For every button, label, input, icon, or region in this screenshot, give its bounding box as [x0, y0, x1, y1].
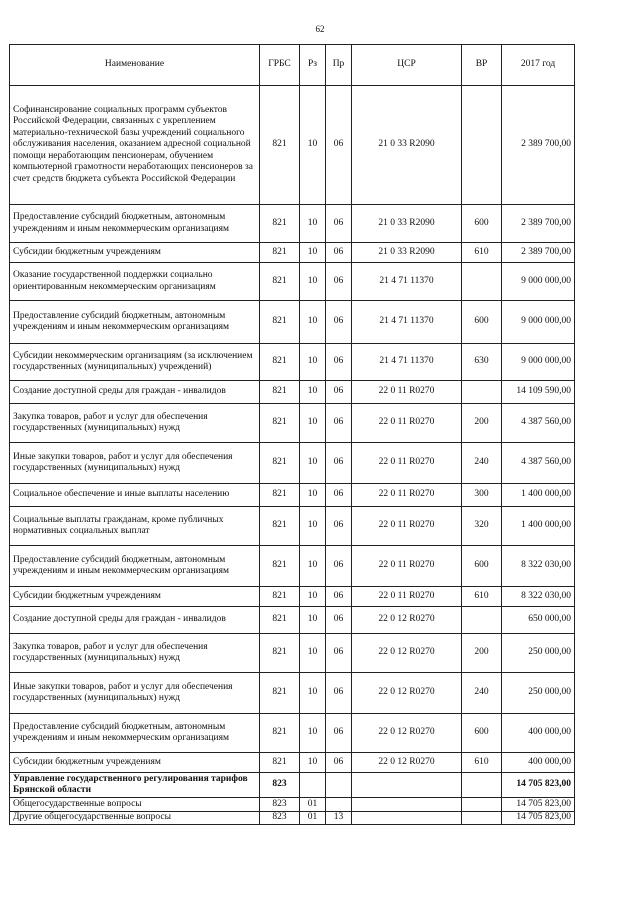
- cell-rz: 10: [300, 263, 326, 301]
- cell-rz: 01: [300, 798, 326, 812]
- cell-vr: 610: [462, 587, 502, 607]
- cell-rz: 10: [300, 587, 326, 607]
- cell-amount: 8 322 030,00: [502, 546, 575, 587]
- header-name: Наименование: [10, 45, 260, 86]
- header-csr: ЦСР: [352, 45, 462, 86]
- cell-rz: 10: [300, 507, 326, 546]
- cell-pr: 06: [326, 507, 352, 546]
- cell-pr: 06: [326, 344, 352, 381]
- cell-name: Субсидии бюджетным учреждениям: [10, 243, 260, 263]
- table-row: [10, 507, 575, 546]
- cell-amount: 400 000,00: [502, 753, 575, 773]
- cell-amount: 650 000,00: [502, 607, 575, 634]
- table-row: [10, 587, 575, 607]
- cell-csr: 22 0 11 R0270: [352, 484, 462, 507]
- cell-rz: 01: [300, 812, 326, 825]
- cell-grbs: 821: [260, 587, 300, 607]
- table-row: [10, 798, 575, 812]
- header-rz: Рз: [300, 45, 326, 86]
- cell-amount: 14 109 590,00: [502, 381, 575, 404]
- table-row: [10, 812, 575, 825]
- cell-pr: 06: [326, 243, 352, 263]
- cell-pr: 06: [326, 634, 352, 673]
- cell-csr: 22 0 12 R0270: [352, 607, 462, 634]
- cell-grbs: 821: [260, 443, 300, 484]
- cell-pr: 06: [326, 263, 352, 301]
- cell-amount: 2 389 700,00: [502, 205, 575, 243]
- cell-grbs: 821: [260, 634, 300, 673]
- cell-pr: 06: [326, 484, 352, 507]
- cell-grbs: 821: [260, 243, 300, 263]
- cell-name: Социальное обеспечение и иные выплаты населению: [10, 484, 260, 507]
- table-row: [10, 714, 575, 753]
- cell-name: Другие общегосударственные вопросы: [10, 812, 260, 825]
- cell-rz: 10: [300, 753, 326, 773]
- cell-csr: 22 0 12 R0270: [352, 714, 462, 753]
- cell-csr: 22 0 11 R0270: [352, 507, 462, 546]
- cell-name: Социальные выплаты гражданам, кроме публичных нормативных социальных выплат: [10, 507, 260, 546]
- table-row: [10, 263, 575, 301]
- cell-grbs: 821: [260, 607, 300, 634]
- cell-rz: 10: [300, 673, 326, 714]
- cell-name: Предоставление субсидий бюджетным, автономным учреждениям и иным некоммерческим организациям: [10, 546, 260, 587]
- cell-name: Закупка товаров, работ и услуг для обеспечения государственных (муниципальных) нужд: [10, 404, 260, 443]
- cell-amount: 8 322 030,00: [502, 587, 575, 607]
- cell-vr: [462, 607, 502, 634]
- cell-csr: 22 0 11 R0270: [352, 381, 462, 404]
- cell-amount: 14 705 823,00: [502, 812, 575, 825]
- cell-vr: 200: [462, 634, 502, 673]
- table-row: [10, 753, 575, 773]
- cell-rz: [300, 773, 326, 798]
- cell-csr: 21 4 71 11370: [352, 301, 462, 344]
- table-row: [10, 243, 575, 263]
- cell-amount: 1 400 000,00: [502, 484, 575, 507]
- cell-pr: 06: [326, 607, 352, 634]
- cell-grbs: 821: [260, 344, 300, 381]
- table-row: [10, 607, 575, 634]
- cell-grbs: 821: [260, 381, 300, 404]
- cell-name: Иные закупки товаров, работ и услуг для обеспечения государственных (муниципальных) нужд: [10, 443, 260, 484]
- cell-name: Создание доступной среды для граждан - инвалидов: [10, 607, 260, 634]
- cell-pr: 06: [326, 673, 352, 714]
- cell-csr: 22 0 12 R0270: [352, 673, 462, 714]
- cell-pr: 06: [326, 714, 352, 753]
- cell-pr: 06: [326, 443, 352, 484]
- cell-grbs: 821: [260, 86, 300, 205]
- cell-grbs: 823: [260, 812, 300, 825]
- header-vr: ВР: [462, 45, 502, 86]
- table-row: [10, 86, 575, 205]
- table-row: [10, 381, 575, 404]
- table-row: [10, 205, 575, 243]
- cell-name: Управление государственного регулирования тарифов Брянской области: [10, 773, 260, 798]
- cell-amount: 1 400 000,00: [502, 507, 575, 546]
- cell-pr: 06: [326, 381, 352, 404]
- cell-csr: [352, 798, 462, 812]
- table-row: [10, 301, 575, 344]
- cell-grbs: 823: [260, 798, 300, 812]
- cell-pr: 06: [326, 404, 352, 443]
- table-row: [10, 344, 575, 381]
- table-row: [10, 673, 575, 714]
- cell-csr: 22 0 11 R0270: [352, 546, 462, 587]
- cell-amount: 9 000 000,00: [502, 301, 575, 344]
- cell-amount: 250 000,00: [502, 634, 575, 673]
- cell-csr: 22 0 11 R0270: [352, 443, 462, 484]
- cell-grbs: 821: [260, 714, 300, 753]
- cell-name: Предоставление субсидий бюджетным, автономным учреждениям и иным некоммерческим организациям: [10, 205, 260, 243]
- cell-grbs: 821: [260, 507, 300, 546]
- cell-rz: 10: [300, 243, 326, 263]
- cell-pr: 06: [326, 86, 352, 205]
- cell-rz: 10: [300, 443, 326, 484]
- cell-rz: 10: [300, 714, 326, 753]
- header-year: 2017 год: [502, 45, 575, 86]
- cell-csr: 22 0 12 R0270: [352, 634, 462, 673]
- cell-amount: 4 387 560,00: [502, 404, 575, 443]
- cell-grbs: 821: [260, 205, 300, 243]
- table-row: [10, 773, 575, 798]
- cell-rz: 10: [300, 546, 326, 587]
- cell-pr: [326, 798, 352, 812]
- cell-name: Предоставление субсидий бюджетным, автономным учреждениям и иным некоммерческим организациям: [10, 714, 260, 753]
- cell-vr: 600: [462, 546, 502, 587]
- cell-vr: [462, 86, 502, 205]
- cell-amount: 400 000,00: [502, 714, 575, 753]
- cell-vr: 600: [462, 205, 502, 243]
- cell-grbs: 821: [260, 404, 300, 443]
- cell-csr: 21 4 71 11370: [352, 344, 462, 381]
- cell-vr: 240: [462, 443, 502, 484]
- cell-name: Закупка товаров, работ и услуг для обеспечения государственных (муниципальных) нужд: [10, 634, 260, 673]
- cell-csr: 22 0 11 R0270: [352, 587, 462, 607]
- cell-name: Оказание государственной поддержки социально ориентированным некоммерческим организациям: [10, 263, 260, 301]
- cell-vr: 320: [462, 507, 502, 546]
- cell-rz: 10: [300, 634, 326, 673]
- cell-amount: 9 000 000,00: [502, 344, 575, 381]
- table-row: [10, 443, 575, 484]
- cell-rz: 10: [300, 404, 326, 443]
- cell-grbs: 823: [260, 773, 300, 798]
- cell-rz: 10: [300, 205, 326, 243]
- table-row: [10, 634, 575, 673]
- cell-vr: [462, 263, 502, 301]
- header-row: [10, 45, 575, 86]
- budget-table: [9, 44, 575, 825]
- cell-pr: 06: [326, 205, 352, 243]
- cell-grbs: 821: [260, 673, 300, 714]
- page-number: 62: [315, 24, 325, 34]
- cell-vr: [462, 798, 502, 812]
- cell-amount: 14 705 823,00: [502, 773, 575, 798]
- table-row: [10, 546, 575, 587]
- cell-csr: 21 4 71 11370: [352, 263, 462, 301]
- header-pr: Пр: [326, 45, 352, 86]
- cell-csr: 21 0 33 R2090: [352, 243, 462, 263]
- cell-grbs: 821: [260, 263, 300, 301]
- cell-grbs: 821: [260, 753, 300, 773]
- cell-rz: 10: [300, 344, 326, 381]
- cell-amount: 2 389 700,00: [502, 243, 575, 263]
- cell-vr: 600: [462, 714, 502, 753]
- cell-pr: 06: [326, 753, 352, 773]
- cell-vr: 630: [462, 344, 502, 381]
- cell-amount: 14 705 823,00: [502, 798, 575, 812]
- cell-amount: 2 389 700,00: [502, 86, 575, 205]
- cell-amount: 250 000,00: [502, 673, 575, 714]
- cell-name: Иные закупки товаров, работ и услуг для обеспечения государственных (муниципальных) нужд: [10, 673, 260, 714]
- cell-rz: 10: [300, 301, 326, 344]
- table-row: [10, 404, 575, 443]
- cell-vr: 300: [462, 484, 502, 507]
- cell-csr: 21 0 33 R2090: [352, 205, 462, 243]
- cell-vr: [462, 381, 502, 404]
- header-grbs: ГРБС: [260, 45, 300, 86]
- cell-pr: [326, 773, 352, 798]
- cell-vr: 610: [462, 243, 502, 263]
- cell-rz: 10: [300, 86, 326, 205]
- cell-csr: [352, 773, 462, 798]
- cell-pr: 06: [326, 587, 352, 607]
- cell-csr: 22 0 12 R0270: [352, 753, 462, 773]
- cell-rz: 10: [300, 607, 326, 634]
- cell-name: Предоставление субсидий бюджетным, автономным учреждениям и иным некоммерческим организациям: [10, 301, 260, 344]
- cell-vr: [462, 773, 502, 798]
- cell-pr: 06: [326, 301, 352, 344]
- cell-vr: [462, 812, 502, 825]
- table-row: [10, 484, 575, 507]
- cell-grbs: 821: [260, 484, 300, 507]
- cell-amount: 9 000 000,00: [502, 263, 575, 301]
- cell-vr: 200: [462, 404, 502, 443]
- cell-name: Создание доступной среды для граждан - инвалидов: [10, 381, 260, 404]
- cell-name: Субсидии бюджетным учреждениям: [10, 753, 260, 773]
- cell-name: Софинансирование социальных программ субъектов Российской Федерации, связанных с укреплением материально-технической базы учреждений социального обслуживания населения, оказанием адресной социальной помощи неработающим пенсионерам, обучением компьютерной грамотности неработающих пенсионеров за счет средств бюджета субъекта Российской Федерации: [10, 86, 260, 205]
- cell-rz: 10: [300, 381, 326, 404]
- cell-grbs: 821: [260, 301, 300, 344]
- cell-csr: 21 0 33 R2090: [352, 86, 462, 205]
- cell-vr: 610: [462, 753, 502, 773]
- cell-pr: 13: [326, 812, 352, 825]
- cell-name: Субсидии некоммерческим организациям (за исключением государственных (муниципальных) учреждений): [10, 344, 260, 381]
- cell-csr: 22 0 11 R0270: [352, 404, 462, 443]
- cell-vr: 240: [462, 673, 502, 714]
- cell-name: Субсидии бюджетным учреждениям: [10, 587, 260, 607]
- cell-grbs: 821: [260, 546, 300, 587]
- cell-vr: 600: [462, 301, 502, 344]
- cell-pr: 06: [326, 546, 352, 587]
- cell-amount: 4 387 560,00: [502, 443, 575, 484]
- cell-name: Общегосударственные вопросы: [10, 798, 260, 812]
- cell-csr: [352, 812, 462, 825]
- cell-rz: 10: [300, 484, 326, 507]
